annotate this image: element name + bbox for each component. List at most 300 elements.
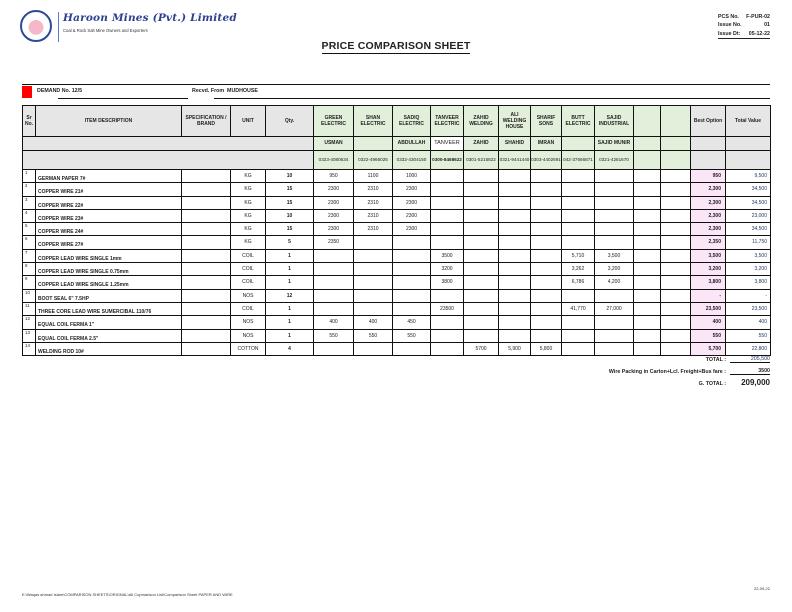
vendor-phone: 0301-5215822 — [464, 151, 499, 170]
specification — [182, 236, 231, 249]
vendor-price: 4,200 — [595, 276, 634, 289]
vendor-price: 27,000 — [595, 302, 634, 315]
vendor-price — [431, 170, 464, 183]
vendor-price — [531, 329, 562, 342]
vendor-phone: 0300-8468622 — [431, 151, 464, 170]
vendor-price — [499, 302, 531, 315]
specification — [182, 170, 231, 183]
specification — [182, 196, 231, 209]
vendor-price — [595, 223, 634, 236]
demand-row — [22, 84, 770, 99]
vendor-price — [634, 170, 661, 183]
vendor-price — [499, 316, 531, 329]
vendor-price — [393, 342, 431, 355]
unit: COIL — [231, 249, 266, 262]
sr-number: 6 — [23, 236, 36, 249]
sr-number: 2 — [23, 183, 36, 196]
grand-total-label: G. TOTAL : — [698, 381, 726, 387]
vendor-price: 2300 — [393, 183, 431, 196]
sr-number: 9 — [23, 276, 36, 289]
item-description: WELDING ROD 10# — [36, 342, 182, 355]
total-value: 34,500 — [726, 183, 771, 196]
item-description: COPPER LEAD WIRE SINGLE 0.75mm — [36, 263, 182, 276]
best-option: 950 — [691, 170, 726, 183]
quantity: 15 — [266, 196, 314, 209]
sr-number: 11 — [23, 302, 36, 315]
blank-cell — [691, 151, 726, 170]
vendor-price: 2300 — [314, 183, 354, 196]
vendor-price — [661, 329, 691, 342]
vendor-price — [499, 249, 531, 262]
total-value: 34,500 — [726, 196, 771, 209]
vendor-price — [595, 316, 634, 329]
vendor-price — [354, 289, 393, 302]
vendor-price — [431, 223, 464, 236]
quantity: 15 — [266, 183, 314, 196]
item-description: COPPER LEAD WIRE SINGLE 1mm — [36, 249, 182, 262]
item-description: COPPER LEAD WIRE SINGLE 1.25mm — [36, 276, 182, 289]
blank-cell — [23, 137, 314, 151]
vendor-price — [595, 329, 634, 342]
vendor-price — [661, 289, 691, 302]
vendor-price — [431, 289, 464, 302]
table-row — [23, 196, 771, 209]
vendor-price — [634, 223, 661, 236]
company-tagline: Coal & Rock Salt Mine Owners and Exporters — [63, 28, 148, 33]
vendor-price — [531, 170, 562, 183]
vendor-price: 5,710 — [562, 249, 595, 262]
unit: COTTON — [231, 342, 266, 355]
table-row — [23, 289, 771, 302]
vendor-price — [499, 289, 531, 302]
table-row — [23, 329, 771, 342]
vendor-contact: ZAHID — [464, 137, 499, 151]
item-header: ITEM DESCRIPTION — [36, 106, 182, 137]
quantity: 12 — [266, 289, 314, 302]
vendor-price: 5,900 — [499, 342, 531, 355]
vendor-price — [431, 209, 464, 222]
vendor-phone: 0321-4281670 — [595, 151, 634, 170]
grand-total-row — [699, 378, 770, 387]
sr-number: 10 — [23, 289, 36, 302]
vendor-price: 550 — [354, 329, 393, 342]
quantity: 1 — [266, 302, 314, 315]
quantity: 10 — [266, 209, 314, 222]
best-option: 550 — [691, 329, 726, 342]
vendor-price: 2310 — [354, 223, 393, 236]
vendor-price: 2310 — [354, 183, 393, 196]
item-description: COPPER WIRE 24# — [36, 223, 182, 236]
vendor-price — [562, 329, 595, 342]
demand-number: DEMAND No. 12/5 — [37, 88, 83, 94]
vendor-price — [634, 276, 661, 289]
vendor-phone: 0332-4304150 — [393, 151, 431, 170]
vendor-price — [531, 263, 562, 276]
vendor-contact — [661, 137, 691, 151]
vendor-phone-row — [23, 151, 771, 170]
specification — [182, 289, 231, 302]
vendor-price — [464, 196, 499, 209]
unit: COIL — [231, 276, 266, 289]
best-option: 2,300 — [691, 183, 726, 196]
vendor-price — [634, 209, 661, 222]
vendor-price — [531, 276, 562, 289]
vendor-price — [661, 249, 691, 262]
quantity: 1 — [266, 276, 314, 289]
specification — [182, 316, 231, 329]
vendor-price — [661, 183, 691, 196]
specification — [182, 249, 231, 262]
vendor-price: 550 — [314, 329, 354, 342]
red-marker — [22, 86, 32, 98]
vendor-price — [661, 209, 691, 222]
sr-number: 12 — [23, 316, 36, 329]
vendor-price: 3800 — [431, 276, 464, 289]
item-description: COPPER WIRE 22# — [36, 196, 182, 209]
best-option: 2,300 — [691, 209, 726, 222]
page-title-text: PRICE COMPARISON SHEET — [321, 40, 471, 52]
vendor-phone: 0321-9441440 — [499, 151, 531, 170]
sr-number: 3 — [23, 196, 36, 209]
vendor-price — [661, 316, 691, 329]
table-row — [23, 236, 771, 249]
vendor-price — [314, 249, 354, 262]
vendor-header: ZAHID WELDING — [464, 106, 499, 137]
vendor-price — [595, 183, 634, 196]
table-row — [23, 263, 771, 276]
vendor-price: 3,500 — [595, 249, 634, 262]
vendor-price: 1100 — [354, 170, 393, 183]
vendor-price: 5700 — [464, 342, 499, 355]
table-row — [23, 342, 771, 355]
vendor-phone: 0322-4966025 — [354, 151, 393, 170]
quantity: 1 — [266, 316, 314, 329]
specification — [182, 263, 231, 276]
item-description: COPPER WIRE 23# — [36, 209, 182, 222]
vendor-price — [499, 170, 531, 183]
unit: KG — [231, 223, 266, 236]
vendor-price — [634, 236, 661, 249]
issue-date-value: 05-12-22 — [748, 30, 770, 37]
table-row — [23, 276, 771, 289]
vendor-phone — [634, 151, 661, 170]
vendor-price — [595, 342, 634, 355]
unit: NOS — [231, 329, 266, 342]
table-row — [23, 249, 771, 262]
vendor-price — [464, 329, 499, 342]
sr-header: Sr No. — [23, 106, 36, 137]
vendor-price — [531, 289, 562, 302]
vendor-price — [634, 329, 661, 342]
specification — [182, 276, 231, 289]
vendor-contact — [634, 137, 661, 151]
vendor-price: 6,786 — [562, 276, 595, 289]
total-value: 11,750 — [726, 236, 771, 249]
pcs-value: F-PUR-02 — [746, 14, 770, 20]
sr-number: 13 — [23, 329, 36, 342]
vendor-price: 2300 — [314, 196, 354, 209]
best-option: 3,500 — [691, 249, 726, 262]
unit: NOS — [231, 316, 266, 329]
total-value: 205,500 — [730, 356, 770, 363]
vendor-price: 2310 — [354, 209, 393, 222]
received-from — [192, 88, 258, 94]
vendor-price — [393, 276, 431, 289]
vendor-price — [634, 316, 661, 329]
vendor-price — [562, 196, 595, 209]
vendor-price — [531, 302, 562, 315]
vendor-header — [634, 106, 661, 137]
vendor-price — [464, 316, 499, 329]
vendor-price: 950 — [314, 170, 354, 183]
company-logo — [18, 10, 237, 44]
vendor-price — [431, 196, 464, 209]
vendor-price — [314, 342, 354, 355]
vendor-price: 400 — [354, 316, 393, 329]
vendor-price — [634, 196, 661, 209]
total-value: 23,000 — [726, 209, 771, 222]
sr-number: 5 — [23, 223, 36, 236]
blank-cell — [726, 137, 771, 151]
issue-label: Issue No. — [718, 22, 742, 29]
quantity: 1 — [266, 329, 314, 342]
vendor-contact — [354, 137, 393, 151]
total-label: TOTAL : — [705, 357, 726, 363]
vendor-phone: 0303-4402691 — [531, 151, 562, 170]
vendor-price — [393, 249, 431, 262]
vendor-price: 2310 — [354, 196, 393, 209]
best-option-header: Best Option — [691, 106, 726, 137]
vendor-price — [531, 209, 562, 222]
vendor-price: 2300 — [393, 209, 431, 222]
item-description: COPPER WIRE 27# — [36, 236, 182, 249]
vendor-price — [531, 196, 562, 209]
file-path: E:\Waqas ahmad Islam\COMPARISON SHEETS\ORIGNAL\All Copmarison List\Comparison Sheet PAPER AND WIRE — [22, 592, 233, 597]
packing-value: 3500 — [730, 368, 770, 375]
vendor-price — [464, 183, 499, 196]
vendor-price — [661, 223, 691, 236]
vendor-price: 450 — [393, 316, 431, 329]
table-row — [23, 170, 771, 183]
unit: KG — [231, 196, 266, 209]
packing-label: Wire Packing in Carton+Lcl. Freight+Bus fare : — [608, 369, 726, 375]
table-row — [23, 223, 771, 236]
vendor-price — [531, 236, 562, 249]
total-value: 34,500 — [726, 223, 771, 236]
vendor-header: SHAN ELECTRIC — [354, 106, 393, 137]
vendor-price — [634, 342, 661, 355]
vendor-price — [393, 263, 431, 276]
best-option: 2,350 — [691, 236, 726, 249]
blank-cell — [726, 151, 771, 170]
vendor-price: 400 — [314, 316, 354, 329]
vendor-header — [661, 106, 691, 137]
sr-number: 14 — [23, 342, 36, 355]
vendor-price: 3500 — [431, 249, 464, 262]
best-option: 2,300 — [691, 196, 726, 209]
vendor-price — [464, 223, 499, 236]
vendor-price — [499, 209, 531, 222]
vendor-price — [634, 183, 661, 196]
vendor-price: 2300 — [314, 223, 354, 236]
table-row — [23, 316, 771, 329]
best-option: 400 — [691, 316, 726, 329]
document-meta — [718, 13, 770, 39]
vendor-price — [562, 316, 595, 329]
vendor-header: BUTT ELECTRIC — [562, 106, 595, 137]
vendor-price — [499, 329, 531, 342]
vendor-price — [661, 236, 691, 249]
blank-cell — [23, 151, 314, 170]
vendor-price — [464, 209, 499, 222]
vendor-price — [661, 302, 691, 315]
total-value: 22,800 — [726, 342, 771, 355]
item-description: EQUAL COIL FERMA 2.5" — [36, 329, 182, 342]
vendor-price — [634, 289, 661, 302]
vendor-price — [562, 289, 595, 302]
issue-date-label: Issue Dt: — [718, 30, 741, 37]
vendor-price — [634, 263, 661, 276]
page-title — [0, 40, 792, 52]
specification — [182, 223, 231, 236]
vendor-price — [499, 236, 531, 249]
received-from-value: MUDHOUSE — [227, 88, 258, 94]
best-option: 23,500 — [691, 302, 726, 315]
vendor-price: 2350 — [314, 236, 354, 249]
vendor-price: 3,262 — [562, 263, 595, 276]
specification — [182, 209, 231, 222]
total-value-header: Total Value — [726, 106, 771, 137]
total-value: - — [726, 289, 771, 302]
vendor-phone: 042-37666871 — [562, 151, 595, 170]
vendor-price — [499, 196, 531, 209]
total-value: 9,500 — [726, 170, 771, 183]
vendor-price — [354, 302, 393, 315]
quantity: 1 — [266, 263, 314, 276]
vendor-price — [562, 236, 595, 249]
item-description: EQUAL COIL FERMA 1" — [36, 316, 182, 329]
total-value: 23,500 — [726, 302, 771, 315]
unit: KG — [231, 209, 266, 222]
vendor-price: 2300 — [393, 196, 431, 209]
specification — [182, 342, 231, 355]
quantity: 1 — [266, 249, 314, 262]
sr-number: 1 — [23, 170, 36, 183]
table-row — [23, 302, 771, 315]
best-option: 2,300 — [691, 223, 726, 236]
vendor-price: 2300 — [314, 209, 354, 222]
unit: COIL — [231, 263, 266, 276]
unit: KG — [231, 236, 266, 249]
item-description: COPPER WIRE 21# — [36, 183, 182, 196]
table-row — [23, 183, 771, 196]
specification — [182, 302, 231, 315]
vendor-price — [431, 183, 464, 196]
vendor-price — [595, 209, 634, 222]
header-row — [23, 106, 771, 137]
vendor-price: 41,770 — [562, 302, 595, 315]
sr-number: 7 — [23, 249, 36, 262]
vendor-price — [661, 196, 691, 209]
vendor-price — [464, 289, 499, 302]
unit: KG — [231, 183, 266, 196]
vendor-price: 2300 — [393, 223, 431, 236]
specification — [182, 329, 231, 342]
vendor-price — [634, 302, 661, 315]
vendor-price — [431, 236, 464, 249]
vendor-price — [354, 263, 393, 276]
vendor-price — [464, 276, 499, 289]
vendor-price — [531, 249, 562, 262]
vendor-contact — [562, 137, 595, 151]
vendor-contact: SHAHID — [499, 137, 531, 151]
vendor-price — [499, 223, 531, 236]
vendor-price: 550 — [393, 329, 431, 342]
issue-value: 01 — [764, 22, 770, 29]
spec-header: SPECIFICATION / BRAND — [182, 106, 231, 137]
total-value: 3,800 — [726, 276, 771, 289]
vendor-price: 23500 — [431, 302, 464, 315]
quantity: 5 — [266, 236, 314, 249]
vendor-header: SAJID INDUSTRIAL — [595, 106, 634, 137]
vendor-price — [661, 263, 691, 276]
blank-cell — [691, 137, 726, 151]
qty-header: Qty. — [266, 106, 314, 137]
vendor-price — [431, 342, 464, 355]
vendor-price — [595, 170, 634, 183]
vendor-price — [464, 170, 499, 183]
quantity: 15 — [266, 223, 314, 236]
vendor-price — [499, 263, 531, 276]
vendor-price — [464, 249, 499, 262]
best-option: 3,800 — [691, 276, 726, 289]
unit: COIL — [231, 302, 266, 315]
vendor-phone — [661, 151, 691, 170]
best-option: 5,700 — [691, 342, 726, 355]
vendor-price — [661, 342, 691, 355]
vendor-price — [634, 249, 661, 262]
vendor-price — [314, 302, 354, 315]
sr-number: 8 — [23, 263, 36, 276]
vendor-price — [562, 209, 595, 222]
vendor-price — [314, 276, 354, 289]
total-value: 550 — [726, 329, 771, 342]
vendor-price — [531, 223, 562, 236]
best-option: - — [691, 289, 726, 302]
vendor-contact: SAJID MUNIR — [595, 137, 634, 151]
vendor-price — [562, 223, 595, 236]
quantity: 4 — [266, 342, 314, 355]
vendor-contact: IMRAN — [531, 137, 562, 151]
vendor-price — [661, 276, 691, 289]
table-row — [23, 209, 771, 222]
vendor-header: SADIQ ELECTRIC — [393, 106, 431, 137]
vendor-header: TANVEER ELECTRIC — [431, 106, 464, 137]
price-comparison-table — [22, 105, 771, 356]
vendor-header: GREEN ELECTRIC — [314, 106, 354, 137]
vendor-price — [393, 289, 431, 302]
vendor-price — [464, 302, 499, 315]
vendor-price — [499, 276, 531, 289]
vendor-price — [562, 170, 595, 183]
vendor-price — [531, 316, 562, 329]
total-value: 3,200 — [726, 263, 771, 276]
grand-total-value: 209,000 — [741, 378, 770, 387]
vendor-price — [354, 249, 393, 262]
print-date: 22-09-22 — [753, 586, 770, 591]
vendor-price — [314, 263, 354, 276]
vendor-price — [431, 329, 464, 342]
